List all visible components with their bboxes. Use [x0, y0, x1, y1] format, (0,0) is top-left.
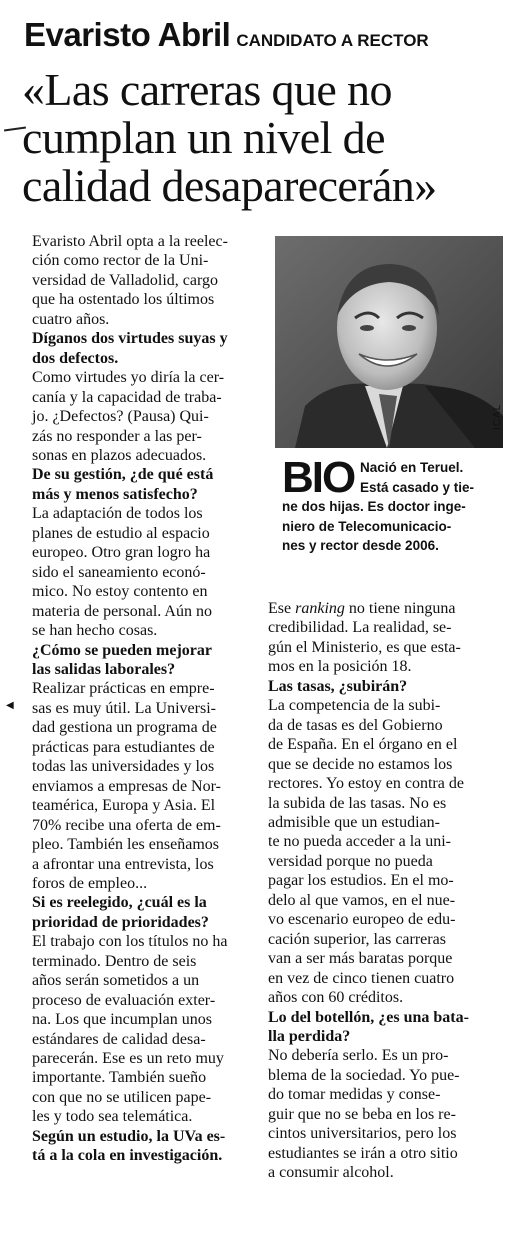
bio-box [282, 453, 520, 578]
text-line: cuatro años. [32, 310, 110, 328]
interview-answer [32, 368, 260, 465]
text-line: blema de la sociedad. Yo pue- [268, 1066, 460, 1084]
text-line: El trabajo con los títulos no ha [32, 933, 228, 951]
text-line: gún el Ministerio, es que esta- [268, 638, 461, 656]
text-line: a consumir alcohol. [268, 1164, 394, 1182]
text-line: estándares de calidad desa- [32, 1030, 206, 1048]
portrait-photo [275, 236, 503, 448]
text-line: zás no responder a las per- [32, 427, 202, 445]
text-line: mos en la posición 18. [268, 658, 412, 676]
text-line: Como virtudes yo diría la cer- [32, 369, 225, 387]
text-line: sonas en plazos adecuados. [32, 446, 207, 464]
text-line: La adaptación de todos los [32, 505, 203, 523]
text-line: Evaristo Abril opta a la reelec- [32, 233, 228, 250]
text-line: Díganos dos virtudes suyas y [32, 330, 228, 348]
bio-line: Está casado y tie- [360, 479, 475, 495]
text-line: No debería serlo. Es un pro- [268, 1047, 449, 1065]
interview-answer [268, 696, 514, 1007]
text-line: las salidas laborales? [32, 660, 176, 678]
text-line: que se decide no estamos los [268, 755, 453, 773]
interview-answer [32, 932, 260, 1127]
text-line: europeo. Otro gran logro ha [32, 544, 211, 562]
text-line: proceso de evaluación exter- [32, 991, 216, 1009]
text-line: Ese ranking no tiene ninguna [268, 600, 456, 617]
text-line: vo escenario europeo de edu- [268, 911, 456, 929]
interview-question [32, 1127, 260, 1166]
interview-question [32, 465, 260, 504]
text-line: terminado. Dentro de seis [32, 952, 197, 970]
interview-answer [32, 679, 260, 893]
text-line: delo al que vamos, en el nue- [268, 891, 456, 909]
text-line: lla perdida? [268, 1027, 351, 1045]
bio-line: Nació en Teruel. [360, 460, 464, 475]
left-column [32, 232, 260, 1166]
text-line: da de tasas es del Gobierno [268, 716, 443, 734]
text-line: dad gestiona un programa de [32, 719, 217, 737]
headline [22, 66, 517, 210]
text-line: pagar los estudios. En el mo- [268, 872, 454, 890]
headline-line: calidad desaparecerán» [22, 160, 437, 211]
text-line: van a ser más baratas porque [268, 950, 453, 968]
text-line: tá a la cola en investigación. [32, 1147, 223, 1165]
text-line: planes de estudio al espacio [32, 524, 210, 542]
text-line: cintos universitarios, pero los [268, 1125, 457, 1143]
text-line: 70% recibe una oferta de em- [32, 816, 221, 834]
bio-tag: BIO [282, 453, 355, 502]
text-line: les y todo sea telemática. [32, 1108, 193, 1126]
text-line: foros de empleo... [32, 874, 148, 892]
text-line: pleo. También les enseñamos [32, 836, 219, 854]
text-line: importante. También sueño [32, 1069, 207, 1087]
text-line: años con 60 créditos. [268, 989, 404, 1007]
text-line: parecerán. Ese es un reto muy [32, 1050, 224, 1068]
text-line: versidad de Valladolid, cargo [32, 271, 219, 289]
text-line: con que no se utilicen pape- [32, 1088, 212, 1106]
interviewee-role: CANDIDATO A RECTOR [236, 31, 429, 50]
text-line: canía y la capacidad de traba- [32, 388, 222, 406]
text-line: Lo del botellón, ¿es una bata- [268, 1008, 469, 1026]
text-line: credibilidad. La realidad, se- [268, 619, 452, 637]
bio-text [282, 453, 520, 556]
text-line: La competencia de la subi- [268, 697, 441, 715]
bio-line: ne dos hijas. Es doctor inge- [282, 499, 466, 514]
text-line: do tomar medidas y conse- [268, 1086, 441, 1104]
text-line: na. Los que incumplan unos [32, 1011, 212, 1029]
text-line: más y menos satisfecho? [32, 485, 198, 503]
text-line: que ha ostentado los últimos [32, 291, 215, 309]
interview-question [32, 641, 260, 680]
interview-question [32, 329, 260, 368]
portrait-illustration [275, 236, 503, 448]
text-line: teamérica, Europa y Asia. El [32, 797, 216, 815]
text-line: todas las universidades y los [32, 758, 215, 776]
kicker [24, 16, 429, 54]
text-line: materia de personal. Aún no [32, 602, 212, 620]
interview-answer [32, 232, 260, 329]
text-line: a afrontar una entrevista, los [32, 855, 214, 873]
text-line: ¿Cómo se pueden mejorar [32, 641, 212, 659]
text-line: Las tasas, ¿subirán? [268, 677, 408, 695]
headline-line: «Las carreras que no [22, 64, 392, 115]
text-line: prácticas para estudiantes de [32, 738, 215, 756]
text-line: cación superior, las carreras [268, 930, 446, 948]
text-line: Realizar prácticas en empre- [32, 680, 215, 698]
bio-line: niero de Telecomunicacio- [282, 518, 452, 534]
text-line: jo. ¿Defectos? (Pausa) Qui- [32, 408, 209, 426]
headline-line: cumplan un nivel de [22, 112, 385, 163]
text-line: dos defectos. [32, 349, 119, 367]
text-line: años serán sometidos a un [32, 972, 200, 990]
photo-credit: ICAL [492, 403, 503, 430]
interviewee-name: Evaristo Abril [24, 16, 231, 53]
text-line: la subida de las tasas. No es [268, 794, 447, 812]
text-line: rectores. Yo estoy en contra de [268, 775, 464, 793]
text-line: prioridad de prioridades? [32, 913, 209, 931]
text-line: estudiantes se irán a otro sitio [268, 1144, 458, 1162]
text-line: mico. No estoy contento en [32, 583, 208, 601]
interview-question [32, 893, 260, 932]
text-line: en vez de cinco tienen cuatro [268, 969, 455, 987]
text-line: Si es reelegido, ¿cuál es la [32, 894, 207, 912]
text-line: admisible que un estudian- [268, 813, 440, 831]
text-line: se han hecho cosas. [32, 622, 158, 640]
interview-answer [268, 1046, 514, 1182]
text-line: sas es muy útil. La Universi- [32, 699, 216, 717]
text-line: guir que no se beba en los re- [268, 1105, 456, 1123]
text-line: enviamos a empresas de Nor- [32, 777, 221, 795]
right-column [268, 599, 514, 1183]
text-line: te no pueda acceder a la uni- [268, 833, 452, 851]
text-line: versidad porque no pueda [268, 852, 433, 870]
interview-answer [32, 504, 260, 640]
text-line: de España. En el órgano en el [268, 736, 458, 754]
interview-question [268, 1008, 514, 1047]
text-line: Según un estudio, la UVa es- [32, 1127, 226, 1145]
interview-answer [268, 599, 514, 677]
interview-question [268, 677, 514, 696]
print-mark-arrow: ◀ [6, 700, 14, 711]
text-line: De su gestión, ¿de qué está [32, 466, 214, 484]
bio-line: nes y rector desde 2006. [282, 538, 439, 553]
text-line: sido el saneamiento econó- [32, 563, 206, 581]
text-line: ción como rector de la Uni- [32, 252, 209, 270]
